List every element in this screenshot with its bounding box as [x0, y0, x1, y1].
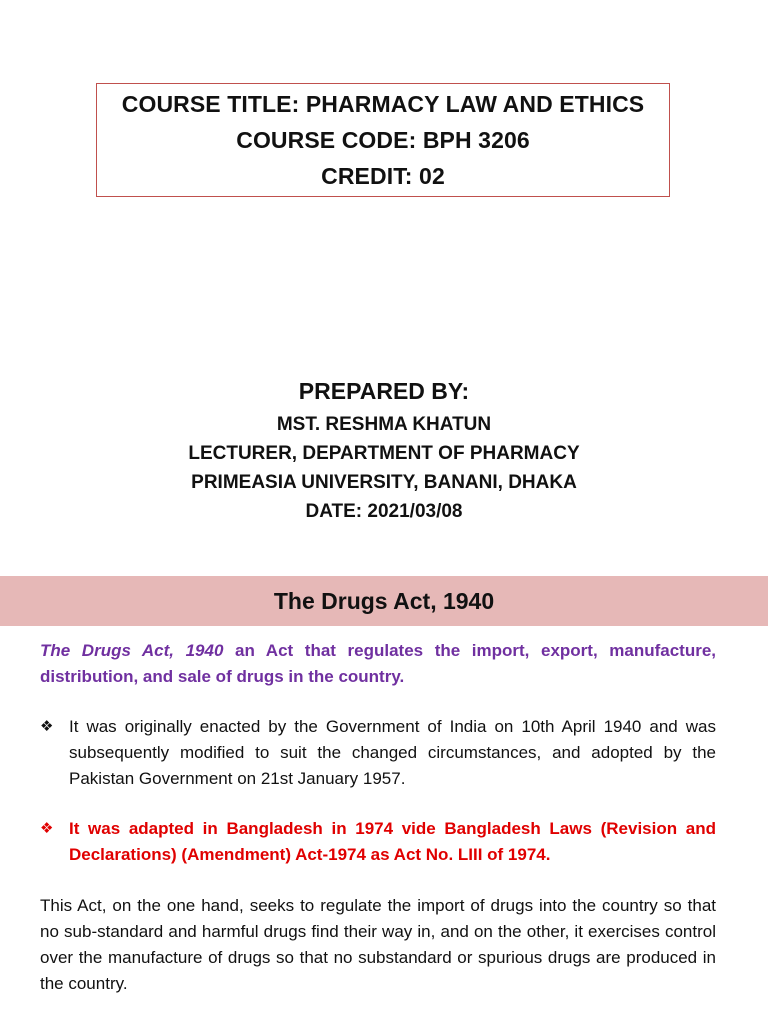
- bullet-item: [40, 714, 716, 792]
- diamond-bullet-icon: ❖: [40, 820, 54, 837]
- author-position: LECTURER, DEPARTMENT OF PHARMACY: [188, 443, 580, 464]
- bullet-text: It was adapted in Bangladesh in 1974 vide Bangladesh Laws (Revision and Declarations) (Amendment) Act-1974 as Act No. LIII of 1974.: [69, 819, 716, 864]
- slide-heading-band: [0, 576, 768, 626]
- prepared-by-heading: PREPARED BY:: [298, 378, 470, 404]
- course-code: COURSE CODE: BPH 3206: [236, 126, 530, 153]
- course-title-box: [96, 83, 670, 197]
- author-institution: PRIMEASIA UNIVERSITY, BANANI, DHAKA: [191, 472, 577, 493]
- course-credit: CREDIT: 02: [321, 162, 445, 189]
- slide-heading: The Drugs Act, 1940: [273, 587, 495, 614]
- author-name: MST. RESHMA KHATUN: [276, 414, 492, 435]
- bullet-text: It was originally enacted by the Government of India on 10th April 1940 and was subsequently modified to suit the changed circumstances, and adopted by the Pakistan Government on 21st January 1957.: [69, 717, 716, 788]
- bullet-item-highlight: [40, 816, 716, 868]
- intro-paragraph: [40, 638, 716, 690]
- prepared-date: DATE: 2021/03/08: [305, 501, 463, 522]
- prepared-by-block: [0, 374, 768, 526]
- intro-act-name: The Drugs Act, 1940: [40, 641, 224, 660]
- diamond-bullet-icon: ❖: [40, 718, 54, 735]
- course-title: COURSE TITLE: PHARMACY LAW AND ETHICS: [121, 90, 645, 117]
- content-slide: [0, 574, 768, 1024]
- intro-text: an Act that regulates the import, export, manufacture, distribution, and sale of drugs in the country.: [40, 641, 717, 686]
- body-paragraph: This Act, on the one hand, seeks to regulate the import of drugs into the country so that no sub-standard and harmful drugs find their way in, and on the other, it exercises control over the manufacture of drugs so that no substandard or spurious drugs are produced in the country.: [40, 896, 716, 993]
